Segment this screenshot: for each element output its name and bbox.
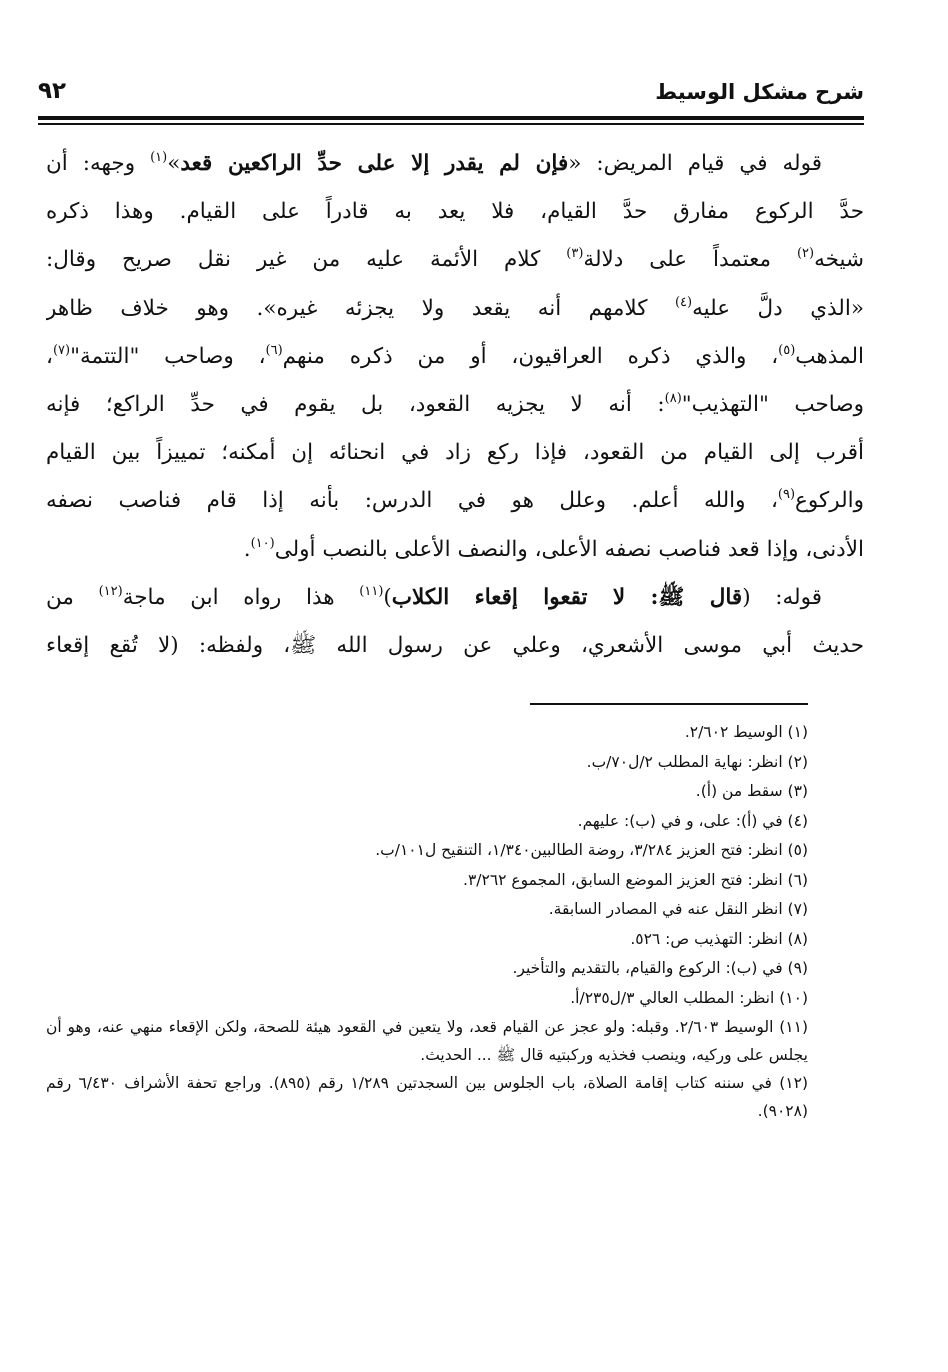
text-run: ، والذي ذكره العراقيون، أو من ذكره منهم	[282, 343, 779, 369]
text-run: قوله: (	[742, 584, 822, 610]
footnote: (٩) في (ب): الركوع والقيام، بالتقديم والتأخير.	[512, 959, 808, 977]
text-line	[46, 188, 864, 236]
text-line	[46, 285, 864, 333]
text-line	[46, 622, 864, 670]
footnote-ref: (٦)	[265, 342, 283, 358]
footnote: (١١) الوسيط ٢/٦٠٣. وقبله: ولو عجز عن القيام قعد، ولا يتعين في القعود هيئة للصحة، ولكن الإقعاء منهي عنه، وهو أن يجلس على وركيه، وينصب فخذيه وركبتيه قال ﷺ ... الحديث.	[46, 1018, 808, 1064]
footnote: (٥) انظر: فتح العزيز ٣/٢٨٤، روضة الطالبين١/٣٤٠، التنقيح ل١٠١/ب.	[375, 841, 808, 859]
footnote-ref: (٢)	[796, 246, 815, 262]
text-run: كلام الأئمة عليه من غير نقل صريح وقال:	[46, 247, 567, 273]
text-run: والركوع	[795, 488, 864, 514]
footnote: (١) الوسيط ٢/٦٠٢.	[684, 723, 808, 741]
text-run: : أنه لا يجزيه القعود، بل يقوم في حدِّ الراكع؛ فإنه	[46, 391, 665, 417]
text-run: هذا رواه ابن ماجة	[122, 584, 360, 610]
text-run: حديث أبي موسى الأشعري، وعلي عن رسول الله ﷺ، ولفظه: (لا تُقع إقعاء	[46, 632, 864, 658]
text-run: شيخه	[814, 247, 864, 273]
footnote-ref: (٣)	[566, 246, 584, 262]
text-run: «الذي دلَّ عليه	[692, 295, 864, 321]
text-line	[46, 429, 864, 477]
footnote-ref: (٥)	[778, 342, 796, 358]
header-rule-thin	[38, 123, 864, 125]
footnote-ref: (٧)	[52, 342, 71, 358]
text-line	[46, 140, 864, 188]
text-run: .	[243, 536, 251, 562]
footnote: (٣) سقط من (أ).	[695, 782, 808, 800]
text-line	[46, 333, 864, 381]
footnote: (١٢) في سننه كتاب إقامة الصلاة، باب الجلوس بين السجدتين ١/٢٨٩ رقم (٨٩٥). وراجع تحفة الأشراف ٦/٤٣٠ رقم (٩٠٢٨).	[46, 1074, 808, 1120]
footnote-ref: (٨)	[664, 390, 682, 406]
footnote-ref: (١٠)	[250, 535, 275, 551]
text-run: كلامهم أنه يقعد ولا يجزئه غيره». وهو خلاف ظاهر	[46, 295, 675, 321]
running-title: شرح مشكل الوسيط	[655, 80, 864, 104]
text-run: معتمداً على دلالة	[583, 247, 797, 273]
text-line	[46, 381, 864, 429]
text-run: من	[46, 584, 99, 610]
text-run: حدَّ الركوع مفارق حدَّ القيام، فلا يعد به قادراً على القيام. وهذا ذكره	[46, 199, 864, 225]
text-run: ، وصاحب "التتمة"	[70, 343, 266, 369]
text-run: المذهب	[795, 343, 864, 369]
footnote-ref: (١١)	[359, 583, 384, 599]
quoted-text: فإن لم يقدر إلا على حدِّ الراكعين قعد	[180, 151, 569, 176]
text-line	[46, 526, 864, 574]
footnote-ref: (٩)	[777, 487, 796, 503]
footnote: (٤) في (أ): على، و في (ب): عليهم.	[577, 811, 808, 830]
text-run: قوله في قيام المريض: «	[568, 151, 822, 176]
text-run: ،	[46, 343, 53, 369]
text-line	[46, 477, 864, 525]
header-rule-thick	[38, 116, 864, 120]
footnotes	[46, 718, 808, 1125]
text-run: »	[167, 151, 181, 176]
footnote-separator	[530, 703, 808, 705]
footnote-ref: (١٢)	[98, 583, 123, 599]
footnote: (١٠) انظر: المطلب العالي ٣/ل٢٣٥/أ.	[570, 988, 808, 1007]
footnote: (٢) انظر: نهاية المطلب ٢/ل٧٠/ب.	[586, 752, 808, 771]
footnote: (٨) انظر: التهذيب ص: ٥٢٦.	[630, 929, 808, 948]
text-run: وصاحب "التهذيب"	[681, 391, 864, 417]
footnote: (٧) انظر النقل عنه في المصادر السابقة.	[548, 900, 808, 918]
text-run: وجهه: أن	[46, 151, 151, 176]
quoted-text: قال ﷺ: لا تقعوا إقعاء الكلاب	[391, 584, 743, 610]
page-number: ٩٢	[38, 78, 67, 104]
text-run: )	[383, 584, 392, 610]
footnote-ref: (١)	[150, 150, 168, 165]
text-run: أقرب إلى القيام من القعود، فإذا ركع زاد في انحنائه إن أمكنه؛ تمييزاً بين القيام	[46, 440, 864, 466]
text-line	[46, 574, 864, 622]
main-text	[46, 140, 864, 670]
footnote-ref: (٤)	[674, 294, 693, 310]
text-run: الأدنى، وإذا قعد فناصب نصفه الأعلى، والنصف الأعلى بالنصب أولى	[274, 536, 864, 562]
text-run: ، والله أعلم. وعلل هو في الدرس: بأنه إذا قام فناصب نصفه	[46, 488, 778, 514]
footnote: (٦) انظر: فتح العزيز الموضع السابق، المجموع ٣/٢٦٢.	[463, 870, 808, 889]
page-header	[38, 78, 864, 112]
text-line	[46, 236, 864, 284]
